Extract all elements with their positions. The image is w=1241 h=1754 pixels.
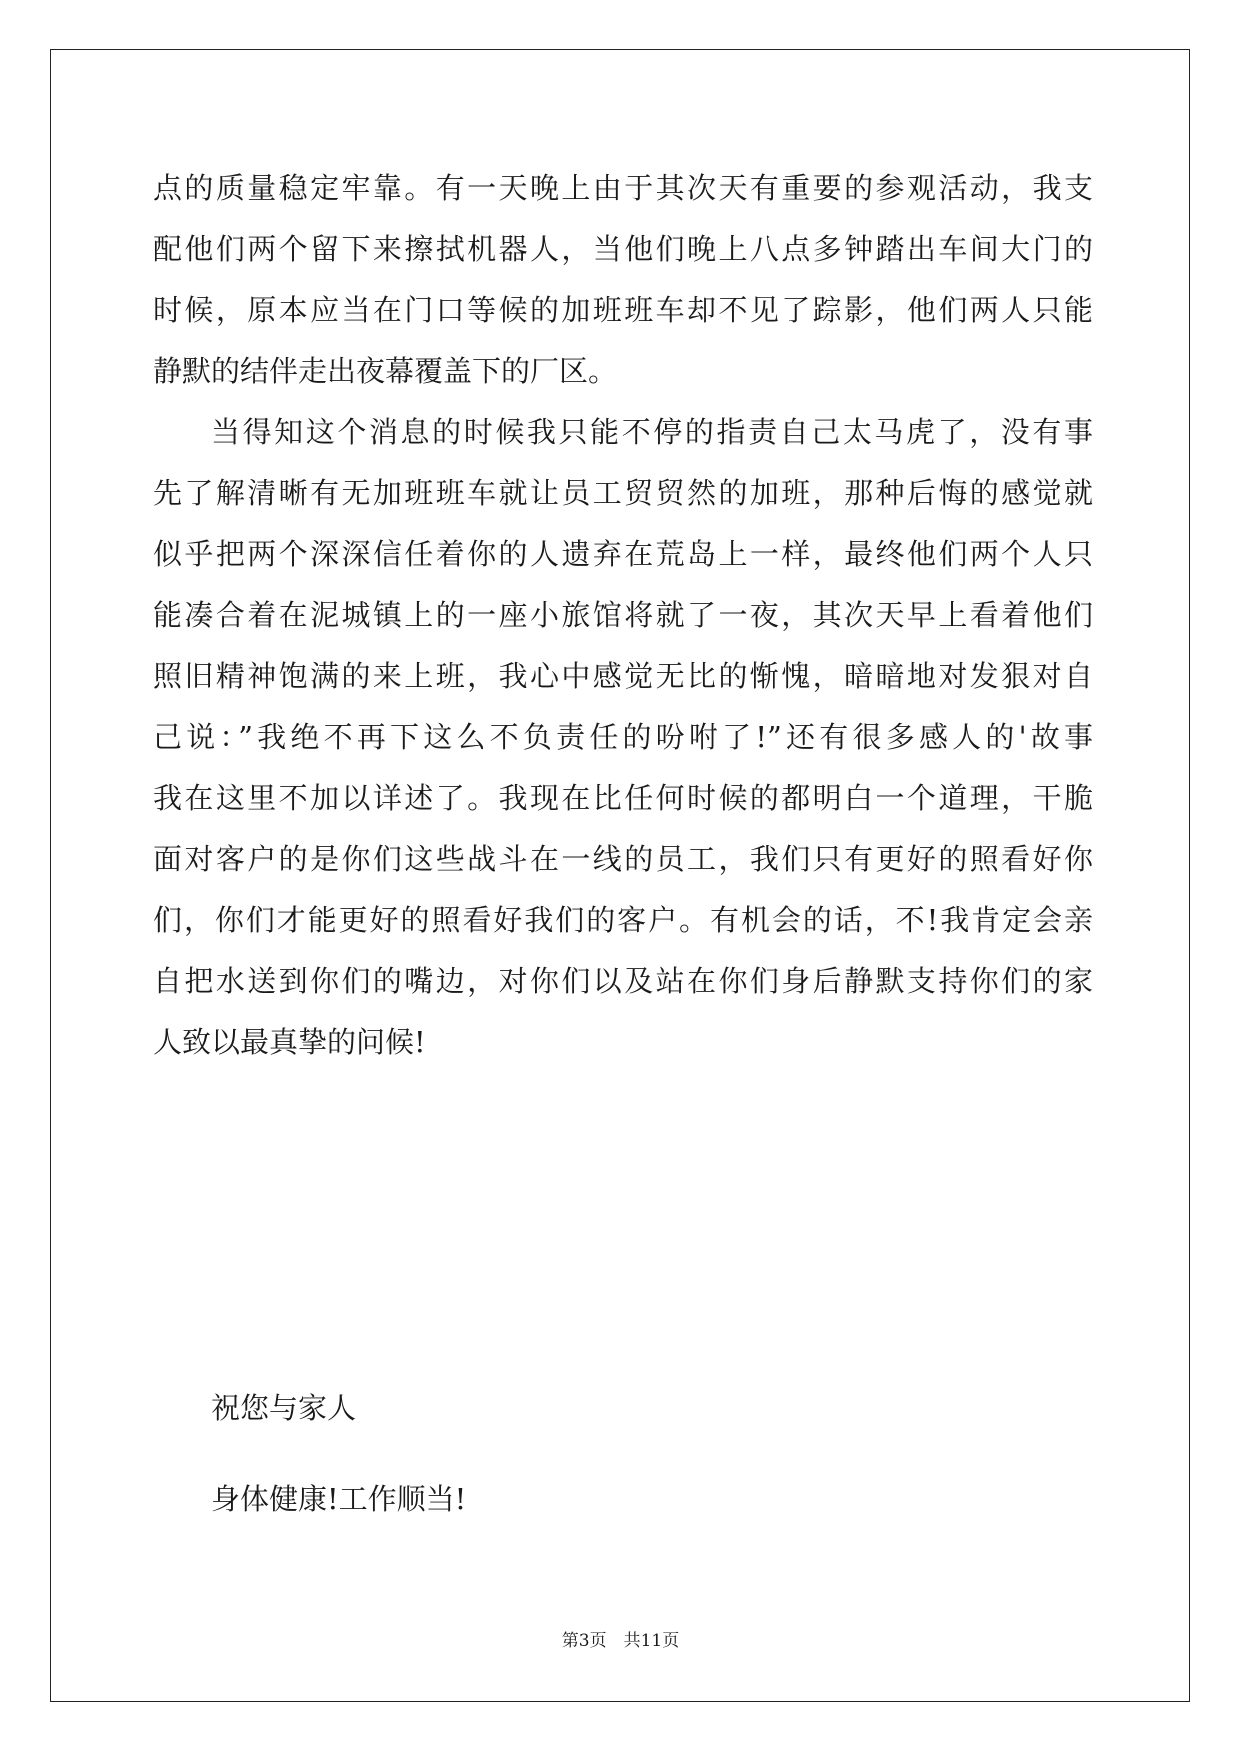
text-line: 似乎把两个深深信任着你的人遗弃在荒岛上一样，最终他们两个人只 [153, 537, 1093, 571]
text-line: 点的质量稳定牢靠。有一天晚上由于其次天有重要的参观活动，我支 [153, 171, 1093, 205]
closing-greeting: 祝您与家人 [211, 1391, 357, 1425]
text-line: 照旧精神饱满的来上班，我心中感觉无比的惭愧，暗暗地对发狠对自 [153, 659, 1093, 693]
document-body [153, 158, 1093, 1073]
text-line: 当得知这个消息的时候我只能不停的指责自己太马虎了，没有事 [211, 415, 1093, 449]
text-line: 人致以最真挚的问候! [153, 1025, 426, 1059]
text-line: 面对客户的是你们这些战斗在一线的员工，我们只有更好的照看好你 [153, 842, 1093, 876]
page-number: 第3页 共11页 [561, 1631, 680, 1651]
text-line: 自把水送到你们的嘴边，对你们以及站在你们身后静默支持你们的家 [153, 964, 1093, 998]
text-line: 己说：”我绝不再下这么不负责任的吩咐了!”还有很多感人的'故事 [153, 720, 1093, 754]
text-line: 我在这里不加以详述了。我现在比任何时候的都明白一个道理，干脆 [153, 781, 1093, 815]
paragraph-2 [153, 402, 1093, 1073]
text-line: 能凑合着在泥城镇上的一座小旅馆将就了一夜，其次天早上看着他们 [153, 598, 1093, 632]
text-line: 配他们两个留下来擦拭机器人，当他们晚上八点多钟踏出车间大门的 [153, 232, 1093, 266]
text-line: 静默的结伴走出夜幕覆盖下的厂区。 [153, 354, 618, 388]
paragraph-1 [153, 158, 1093, 402]
closing-wish: 身体健康!工作顺当! [211, 1482, 467, 1516]
text-line: 时候，原本应当在门口等候的加班班车却不见了踪影，他们两人只能 [153, 293, 1093, 327]
text-line: 们，你们才能更好的照看好我们的客户。有机会的话，不!我肯定会亲 [153, 903, 1093, 937]
text-line: 先了解清晰有无加班班车就让员工贸贸然的加班，那种后悔的感觉就 [153, 476, 1093, 510]
